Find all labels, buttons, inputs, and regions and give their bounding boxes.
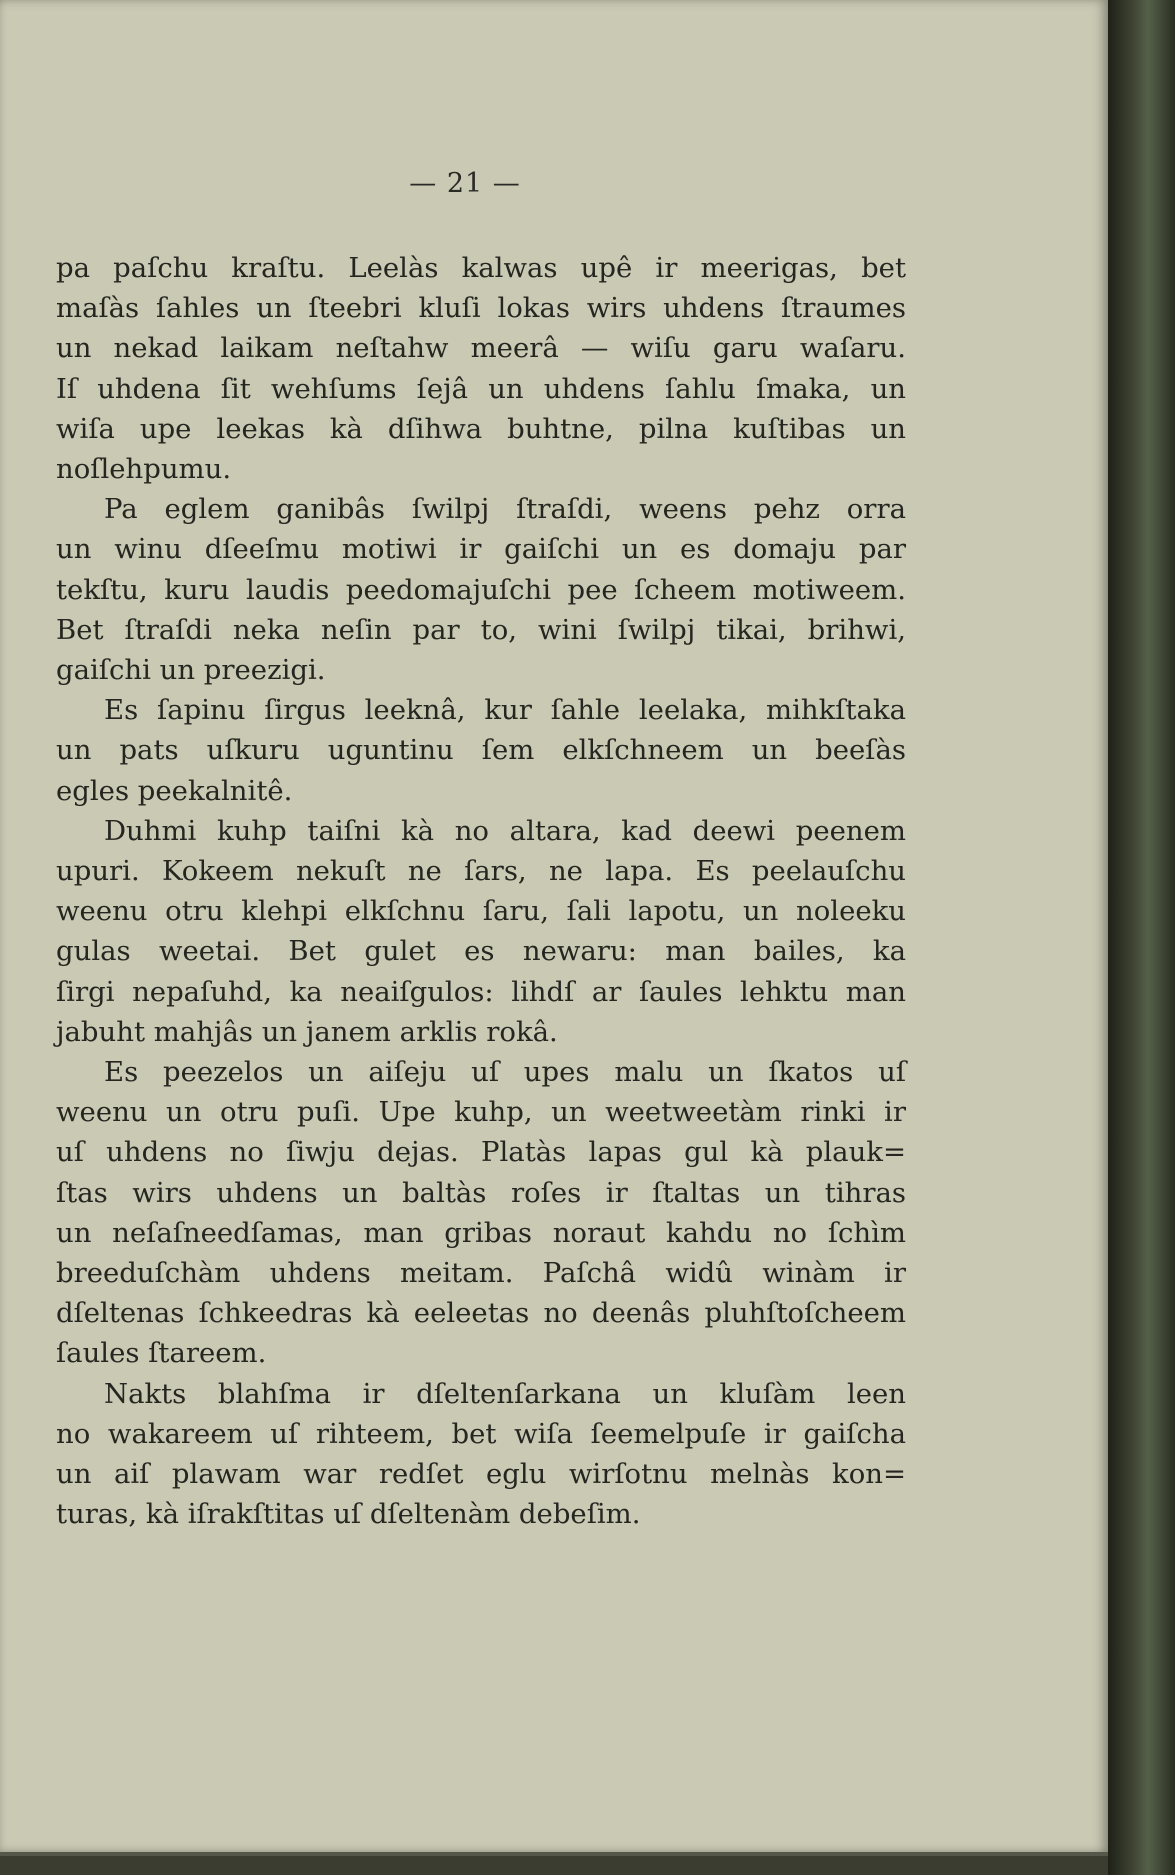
text-line: pa paſchu kraſtu. Leelàs kalwas upê ir meerigas, bet — [56, 252, 906, 284]
text-line: Iſ uhdena ſit wehſums ſejâ un uhdens ſahlu ſmaka, un — [56, 372, 906, 405]
body-text — [56, 248, 906, 1535]
page-number: — 21 — — [409, 168, 521, 199]
text-line: Es peezelos un aiſeju uſ upes malu un ſkatos uſ — [104, 1056, 906, 1089]
text-line: jabuht mahjâs un janem arklis rokâ. — [56, 1015, 558, 1048]
text-line: weenu otru klehpi elkſchnu ſaru, ſali lapotu, un noleeku — [56, 895, 906, 928]
text-line: Nakts blahſma ir dſeltenſarkana un kluſàm leen — [104, 1377, 906, 1410]
text-line: turas, kà iſrakſtitas uſ dſeltenàm debeſim. — [56, 1498, 641, 1531]
page-bottom-edge — [0, 1852, 1108, 1856]
text-line: breeduſchàm uhdens meitam. Paſchâ widû winàm ir — [56, 1257, 906, 1290]
text-line: noſlehpumu. — [56, 453, 232, 486]
text-line: egles peekalnitê. — [56, 774, 293, 807]
text-line: un neſaſneedſamas, man gribas noraut kahdu no ſchìm — [56, 1216, 906, 1249]
text-line: upuri. Kokeem nekuſt ne ſars, ne lapa. Es peelauſchu — [56, 855, 906, 888]
text-line: ſtas wirs uhdens un baltàs roſes ir ſtaltas un tihras — [56, 1176, 906, 1209]
text-line: un pats uſkuru uguntinu ſem elkſchneem un beeſàs — [56, 734, 906, 767]
text-line: Duhmi kuhp taiſni kà no altara, kad deewi peenem — [104, 814, 906, 847]
text-line: ſaules ſtareem. — [56, 1337, 267, 1370]
text-line: un nekad laikam neſtahw meerâ — wiſu garu waſaru. — [56, 332, 906, 365]
text-line: Es ſapinu ſirgus leeknâ, kur ſahle leelaka, mihkſtaka — [104, 694, 906, 727]
text-line: maſàs ſahles un ſteebri kluſi lokas wirs uhdens ſtraumes — [56, 292, 906, 325]
text-line: uſ uhdens no ſiwju dejas. Platàs lapas gul kà plauk= — [56, 1136, 906, 1169]
text-line: Bet ſtraſdi neka neſin par to, wini ſwilpj tikai, brihwi, — [56, 613, 906, 646]
text-line: weenu un otru puſi. Upe kuhp, un weetweetàm rinki ir — [56, 1096, 906, 1129]
book-binding-edge — [1108, 0, 1175, 1875]
text-line: Pa eglem ganibâs ſwilpj ſtraſdi, weens pehz orra — [104, 493, 906, 526]
text-line: wiſa upe leekas kà dſihwa buhtne, pilna kuſtibas un — [56, 412, 906, 445]
text-line: un aiſ plawam war redſet eglu wirſotnu melnàs kon= — [56, 1458, 906, 1491]
text-line: dſeltenas ſchkeedras kà eeleetas no deenâs pluhſtoſcheem — [56, 1297, 906, 1330]
text-line: gaiſchi un preezigi. — [56, 654, 326, 687]
text-line: tekſtu, kuru laudis peedomajuſchi pee ſcheem motiweem. — [56, 573, 906, 606]
text-line: no wakareem uſ rihteem, bet wiſa ſeemelpuſe ir gaiſcha — [56, 1417, 906, 1450]
text-line: gulas weetai. Bet gulet es newaru: man bailes, ka — [56, 935, 906, 968]
text-line: un winu dſeeſmu motiwi ir gaiſchi un es domaju par — [56, 533, 906, 566]
text-line: ſirgi nepaſuhd, ka neaiſgulos: lihdſ ar ſaules lehktu man — [56, 975, 906, 1008]
